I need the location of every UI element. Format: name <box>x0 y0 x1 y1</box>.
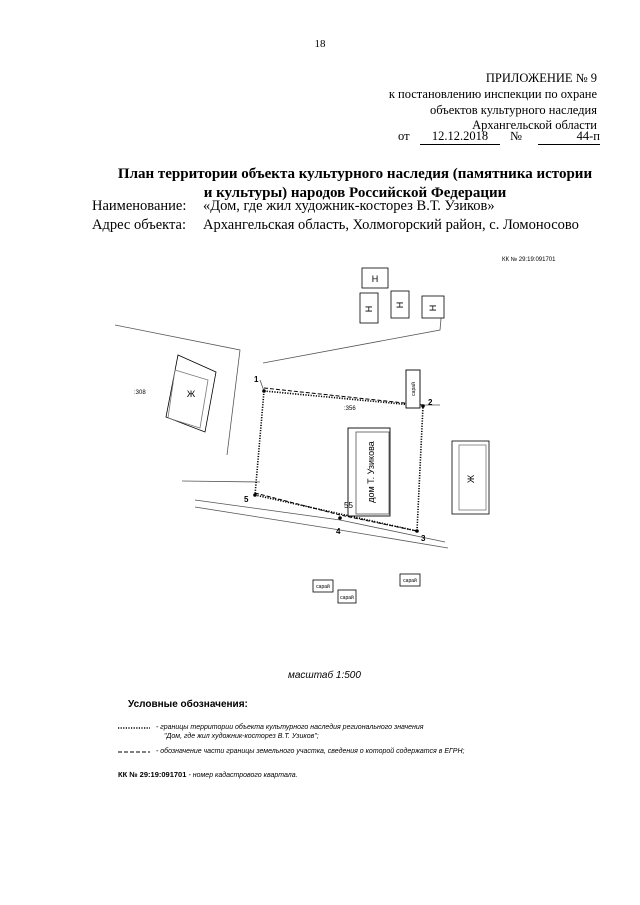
map-cadastral-quarter: КК № 29:19:091701 <box>502 257 556 263</box>
parcel-308-label: :308 <box>134 390 146 396</box>
building-n-3-label: Н <box>395 301 405 309</box>
boundary-point-4 <box>338 516 342 520</box>
date-prefix: от <box>398 129 410 143</box>
street-line-north <box>263 296 443 363</box>
name-value: «Дом, где жил художник-косторез В.Т. Узиков» <box>203 198 495 214</box>
heading-line-1: План территории объекта культурного наследия (памятника истории <box>117 166 593 182</box>
name-label: Наименование: <box>92 198 187 214</box>
legend-kk-text: - номер кадастрового квартала. <box>188 772 298 779</box>
appendix-title: ПРИЛОЖЕНИЕ № 9 <box>485 71 597 85</box>
shed-south-3-label: сарай <box>403 578 417 584</box>
building-zh-west-label: Ж <box>186 389 196 399</box>
heading-line-2: и культуры) народов Российской Федерации <box>203 185 507 201</box>
appendix-line-3: Архангельской области <box>472 118 597 132</box>
boundary-point-1 <box>262 389 266 393</box>
shed-south-1-label: сарай <box>316 584 330 590</box>
page-number: 18 <box>314 38 326 50</box>
shed-south-2-label: сарай <box>340 595 354 601</box>
legend-item-egrn: - обозначение части границы земельного участка, сведения о которой содержатся в ЕГРН; <box>156 748 465 755</box>
address-label: Адрес объекта: <box>92 217 186 233</box>
legend-kk-label: КК № 29:19:091701 <box>118 770 187 779</box>
parcel-55-label: 55 <box>344 501 353 510</box>
legend-title: Условные обозначения: <box>128 699 248 710</box>
shed-on-site-label: сарай <box>411 382 417 396</box>
order-date: 12.12.2018 <box>420 129 500 145</box>
point-label-5: 5 <box>244 495 249 504</box>
boundary-point-5 <box>253 493 257 497</box>
number-prefix: № <box>510 129 522 143</box>
road-edge-middle <box>195 500 445 542</box>
object-territory-boundary <box>255 391 423 531</box>
point-label-4: 4 <box>336 527 341 536</box>
map-scale: масштаб 1:500 <box>288 670 361 681</box>
boundary-point-3 <box>415 529 419 533</box>
building-zh-east-label: Ж <box>466 474 476 484</box>
point-label-2: 2 <box>428 398 433 407</box>
main-house-label: дом Т. Узикова <box>366 441 376 503</box>
building-n-1-label: Н <box>371 274 379 284</box>
address-value: Архангельская область, Холмогорский район, с. Ломоносово <box>203 217 579 233</box>
point-label-1: 1 <box>254 375 259 384</box>
legend-item-territory-line-2: "Дом, где жил художник-косторез В.Т. Узиков"; <box>164 733 319 740</box>
order-number: 44-п <box>538 129 600 145</box>
road-edge-upper <box>182 481 260 482</box>
point-label-3: 3 <box>421 534 426 543</box>
road-edge-lower <box>195 507 448 548</box>
egrn-boundary-north <box>264 388 423 405</box>
building-n-4-label: Н <box>428 304 438 312</box>
legend-kk-note <box>118 770 298 779</box>
building-n-2-label: Н <box>364 305 374 313</box>
appendix-line-2: объектов культурного наследия <box>430 103 597 117</box>
appendix-line-1: к постановлению инспекции по охране <box>388 87 597 101</box>
boundary-point-2 <box>421 404 425 408</box>
parcel-356-label: :356 <box>344 406 356 412</box>
legend-item-territory: - границы территории объекта культурного наследия регионального значения <box>156 724 424 731</box>
